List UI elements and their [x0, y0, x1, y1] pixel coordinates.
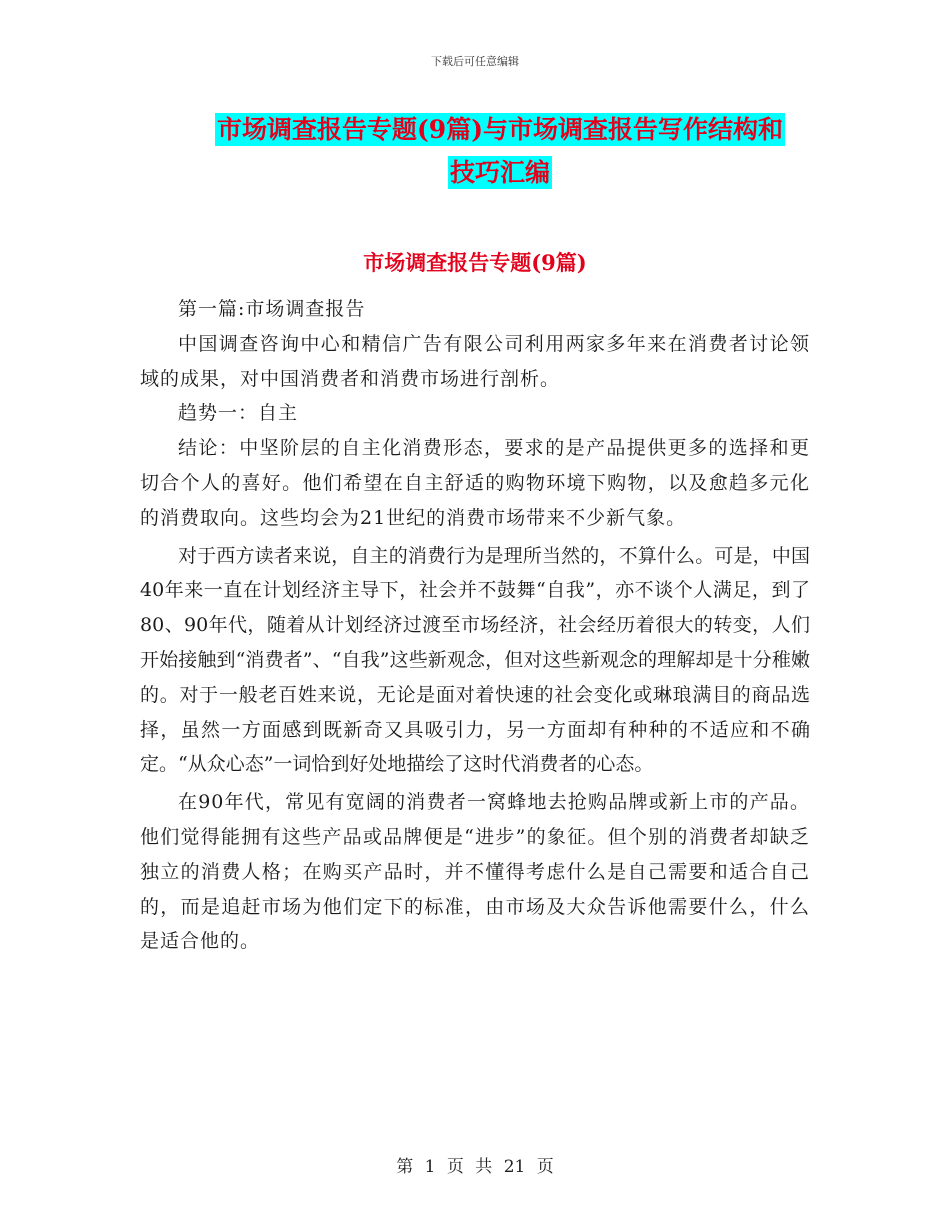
page-footer: 第 1 页 共 21 页 — [396, 1157, 554, 1177]
document-title — [140, 108, 860, 194]
paragraph-chapter-heading: 第一篇:市场调查报告 — [178, 298, 366, 320]
title-line-1: 市场调查报告专题(9篇)与市场调查报告写作结构和 — [216, 115, 784, 144]
document-body — [140, 292, 810, 959]
page-header-note: 下载后可任意编辑 — [431, 55, 519, 68]
paragraph-intro: 中国调查咨询中心和精信广告有限公司利用两家多年来在消费者讨论领域的成果，对中国消费者和消费市场进行剖析。 — [140, 332, 810, 390]
paragraph-trend-heading: 趋势一：自主 — [178, 402, 299, 425]
paragraph-conclusion: 结论：中坚阶层的自主化消费形态，要求的是产品提供更多的选择和更切合个人的喜好。他们希望在自主舒适的购物环境下购物，以及愈趋多元化的消费取向。这些均会为21世纪的消费市场带来不少新气象。 — [140, 437, 810, 529]
paragraph-western-readers: 对于西方读者来说，自主的消费行为是理所当然的，不算什么。可是，中国40年来一直在计划经济主导下，社会并不鼓舞“自我”，亦不谈个人满足，到了80、90年代，随着从计划经济过渡至市场经济，社会经历着很大的转变，人们开始接触到“消费者”、“自我”这些新观念，但对这些新观念的理解却是十分稚嫩的。对于一般老百姓来说，无论是面对着快速的社会变化或琳琅满目的商品选择，虽然一方面感到既新奇又具吸引力，另一方面却有种种的不适应和不确定。“从众心态”一词恰到好处地描绘了这时代消费者的心态。 — [140, 544, 810, 776]
section-title: 市场调查报告专题(9篇) — [363, 250, 587, 275]
paragraph-nineties: 在90年代，常见有宽阔的消费者一窝蜂地去抢购品牌或新上市的产品。他们觉得能拥有这些产品或品牌便是“进步”的象征。但个别的消费者却缺乏独立的消费人格；在购买产品时，并不懂得考虑什么是自己需要和适合自己的，而是追赶市场为他们定下的标准，由市场及大众告诉他需要什么，什么是适合他的。 — [140, 791, 810, 953]
title-line-2: 技巧汇编 — [449, 158, 550, 187]
